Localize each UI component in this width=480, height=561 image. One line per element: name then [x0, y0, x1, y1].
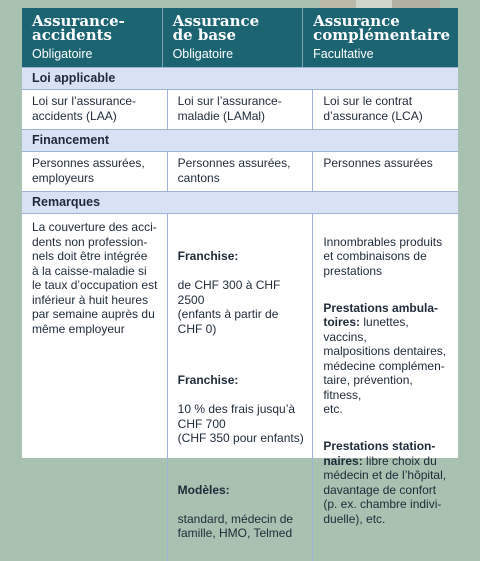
- section-label-remarks: Remarques: [22, 191, 458, 213]
- models-label: Modèles:: [177, 482, 230, 497]
- stationary-block: [323, 439, 452, 526]
- franchise2-text: 10 % des frais jusqu’à CHF 700 (CHF 350 pour enfants): [177, 402, 304, 445]
- table-cell: [167, 214, 313, 561]
- table-cell: Personnes assurées: [312, 152, 458, 191]
- header-subtitle: Facultative: [313, 47, 374, 61]
- models-block: [178, 468, 307, 541]
- table-cell: La couverture des acci- dents non profession- nels doit être intégrée à la caisse-maladie si le taux d’occupation est inférieur à huit heures par semaine auprès du même employeur: [32, 220, 158, 336]
- header-title: Assurance complémentaire: [313, 12, 451, 44]
- models-text: standard, médecin de famille, HMO, Telmed: [177, 511, 294, 540]
- table-cell: Loi sur le contrat d’assurance (LCA): [312, 90, 458, 129]
- ambulatory-label: Prestations ambula- toires:: [323, 300, 439, 329]
- ambulatory-block: [323, 301, 452, 417]
- stationary-text: libre choix du médecin et de l’hôpital, davantage de confort (p. ex. chambre indivi- duelle), etc.: [323, 453, 447, 526]
- intro-block: Innombrables produits et combinaisons de prestations: [323, 234, 443, 278]
- table-row: [22, 89, 458, 129]
- table-row: [22, 151, 458, 191]
- table-cell: Loi sur l’assurance- accidents (LAA): [32, 94, 137, 123]
- header-col-accident: [22, 8, 162, 67]
- table-row: [22, 213, 458, 561]
- stationary-label: Prestations station- naires:: [323, 439, 436, 468]
- table-cell: [312, 214, 458, 561]
- section-label-law: Loi applicable: [22, 67, 458, 89]
- table-header: [22, 8, 458, 67]
- franchise2-block: [178, 359, 307, 446]
- insurance-comparison-table: [22, 8, 458, 540]
- header-title: Assurance de base: [172, 12, 260, 44]
- ambulatory-text: lunettes, vaccins, malpositions dentaires, médecine complémen- taire, prévention, fitness, etc.: [323, 315, 447, 416]
- franchise-text: de CHF 300 à CHF 2500 (enfants à partir de CHF 0): [177, 278, 281, 336]
- table-cell: Personnes assurées, employeurs: [32, 156, 145, 185]
- franchise-label: Franchise:: [177, 249, 239, 263]
- header-subtitle: Obligatoire: [172, 47, 234, 61]
- header-subtitle: Obligatoire: [32, 47, 93, 61]
- header-title: Assurance- accidents: [32, 12, 125, 44]
- header-col-complementary: [302, 8, 458, 67]
- table-cell: Loi sur l’assurance- maladie (LAMal): [167, 90, 313, 129]
- franchise2-label: Franchise:: [177, 373, 239, 387]
- table-cell: Personnes assurées, cantons: [167, 152, 313, 191]
- franchise-block: [178, 235, 307, 337]
- header-col-basic: [162, 8, 303, 67]
- section-label-financing: Financement: [22, 129, 458, 151]
